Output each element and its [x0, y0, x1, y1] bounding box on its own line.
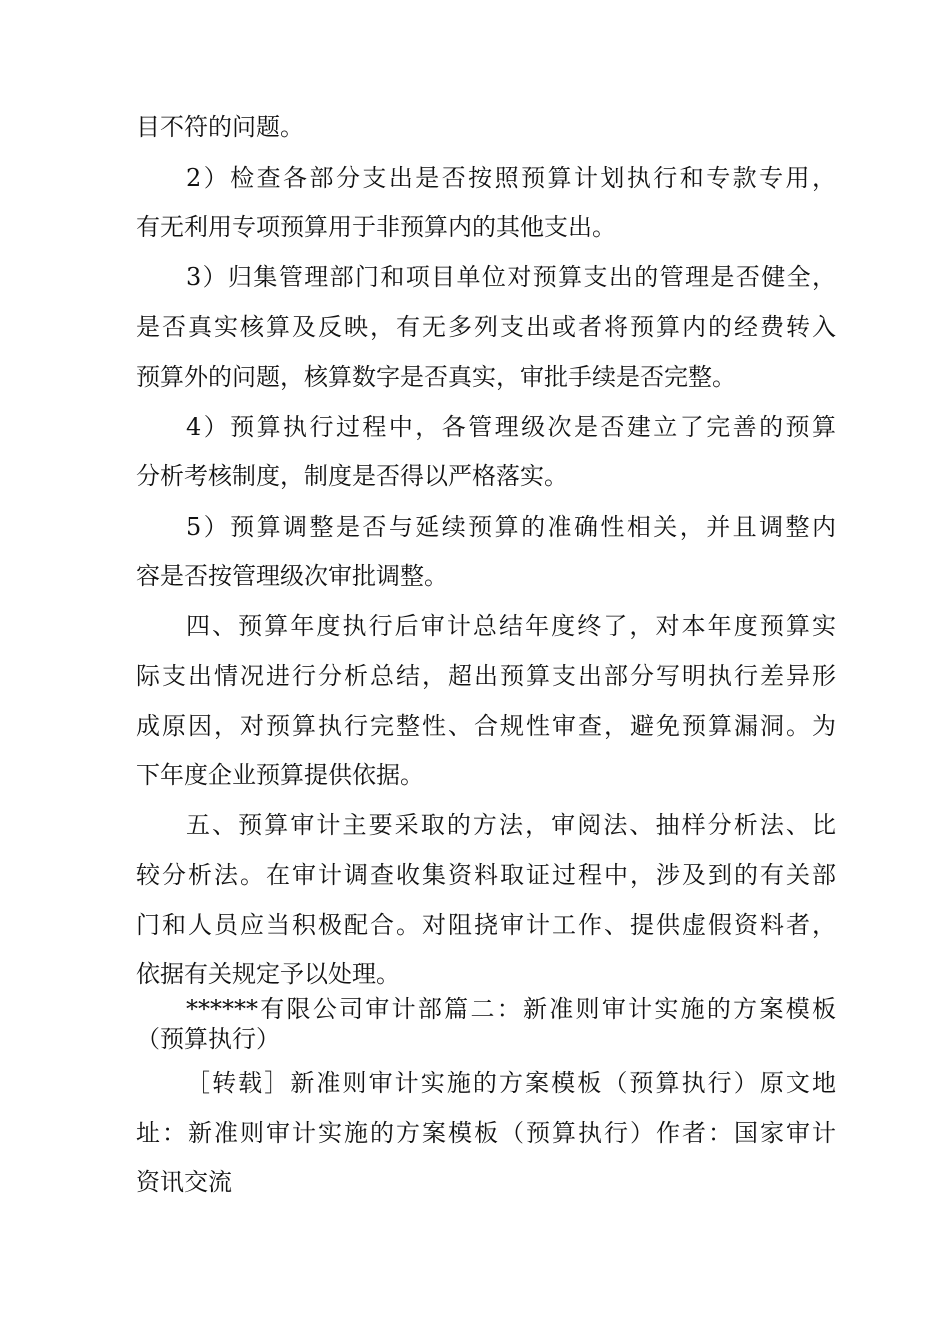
text-line: 址：新准则审计实施的方案模板（预算执行）作者：国家审计 [136, 1119, 836, 1147]
text-line: 目不符的问题。 [136, 113, 304, 141]
text-line: ［转载］新准则审计实施的方案模板（预算执行）原文地 [186, 1069, 836, 1097]
text-line: 预算外的问题，核算数字是否真实，审批手续是否完整。 [136, 363, 736, 391]
text-line: 分析考核制度，制度是否得以严格落实。 [136, 462, 568, 490]
text-line: 是否真实核算及反映，有无多列支出或者将预算内的经费转入 [136, 313, 836, 341]
text-line: 3）归集管理部门和项目单位对预算支出的管理是否健全， [186, 263, 836, 291]
text-line: 五、预算审计主要采取的方法，审阅法、抽样分析法、比 [186, 811, 836, 839]
text-line: ******有限公司审计部篇二：新准则审计实施的方案模板 [186, 995, 836, 1023]
text-line: 5）预算调整是否与延续预算的准确性相关，并且调整内 [186, 513, 836, 541]
text-line: （预算执行） [136, 1025, 280, 1053]
text-line: 成原因，对预算执行完整性、合规性审查，避免预算漏洞。为 [136, 712, 836, 740]
text-line: 较分析法。在审计调查收集资料取证过程中，涉及到的有关部 [136, 861, 836, 889]
text-line: 门和人员应当积极配合。对阻挠审计工作、提供虚假资料者， [136, 911, 836, 939]
text-line: 依据有关规定予以处理。 [136, 960, 400, 988]
text-line: 下年度企业预算提供依据。 [136, 761, 424, 789]
text-line: 有无利用专项预算用于非预算内的其他支出。 [136, 213, 616, 241]
text-line: 四、预算年度执行后审计总结年度终了，对本年度预算实 [186, 612, 836, 640]
text-line: 资讯交流 [136, 1168, 232, 1196]
text-line: 容是否按管理级次审批调整。 [136, 562, 448, 590]
text-line: 际支出情况进行分析总结，超出预算支出部分写明执行差异形 [136, 662, 836, 690]
text-line: 4）预算执行过程中，各管理级次是否建立了完善的预算 [186, 413, 836, 441]
text-line: 2）检查各部分支出是否按照预算计划执行和专款专用， [186, 164, 836, 192]
